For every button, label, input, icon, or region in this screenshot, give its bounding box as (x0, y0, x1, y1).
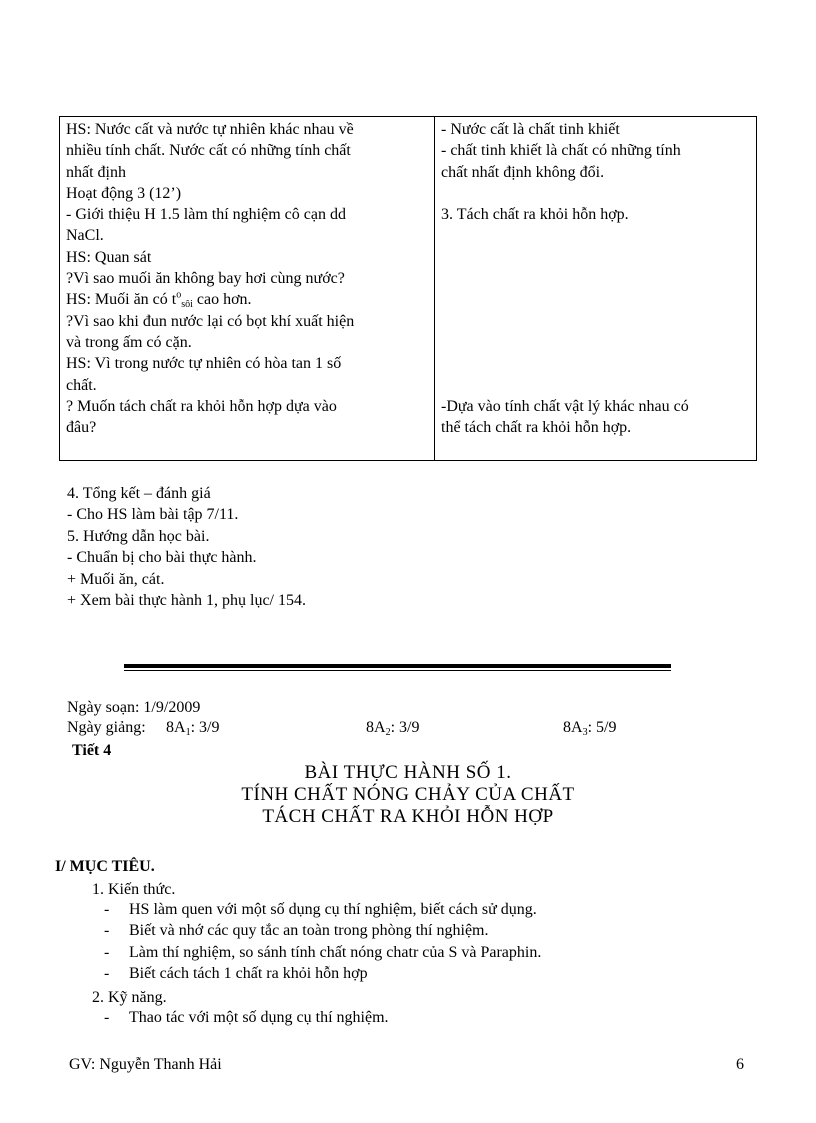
summary-line: - Cho HS làm bài tập 7/11. (67, 506, 239, 524)
summary-line: + Xem bài thực hành 1, phụ lục/ 154. (67, 592, 306, 610)
objective-item: Thao tác với một số dụng cụ thí nghiệm. (129, 1009, 389, 1026)
lesson-titles (0, 762, 816, 828)
ngay-giang-label: Ngày giảng: (67, 719, 146, 736)
lesson-title-3: TÁCH CHẤT RA KHỎI HỖN HỢP (262, 806, 554, 827)
table-line: - chất tinh khiết là chất có những tính (441, 142, 681, 160)
table-line: 3. Tách chất ra khỏi hỗn hợp. (441, 206, 629, 224)
objectives-section-2: 2. Kỹ năng. (92, 989, 167, 1006)
summary-line: 5. Hướng dẫn học bài. (67, 527, 210, 545)
summary-section (67, 483, 306, 611)
class-date-2: $8A_2$: 3/9 (366, 719, 420, 738)
bullet: - (104, 965, 110, 982)
table-line: HS: Vì trong nước tự nhiên có hòa tan 1 số (66, 355, 342, 373)
bullet: - (104, 922, 110, 939)
objectives-heading: I/ MỤC TIÊU. (55, 858, 155, 875)
table-line-temperature: HS: Muối ăn có $t^o_{sôi}$ cao hơn. (66, 290, 252, 311)
table-line: chất nhất định không đổi. (441, 163, 605, 181)
lesson-number: Tiết 4 (72, 742, 112, 759)
table-line: -Dựa vào tính chất vật lý khác nhau có (441, 397, 689, 415)
class-date-3: $8A_3$: 5/9 (563, 719, 617, 738)
ngay-soan: Ngày soạn: 1/9/2009 (67, 699, 201, 716)
lesson-table (59, 116, 757, 461)
objective-item: Biết cách tách 1 chất ra khỏi hỗn hợp (129, 965, 368, 982)
table-line: nhiều tính chất. Nước cất có những tính chất (66, 142, 351, 160)
teacher-name: GV: Nguyễn Thanh Hải (69, 1056, 222, 1073)
table-line: - Nước cất là chất tinh khiết (441, 121, 620, 138)
objective-item: HS làm quen với một số dụng cụ thí nghiệm, biết cách sử dụng. (129, 901, 537, 918)
table-line: ?Vì sao muối ăn không bay hơi cùng nước? (66, 270, 345, 288)
objectives-section-1: 1. Kiến thức. (92, 881, 176, 898)
table-col-content (435, 117, 756, 460)
summary-line: 4. Tổng kết – đánh giá (67, 485, 211, 502)
lesson-title-2: TÍNH CHẤT NÓNG CHẢY CỦA CHẤT (241, 784, 575, 805)
table-line: chất. (66, 376, 97, 394)
table-line: - Giới thiệu H 1.5 làm thí nghiệm cô cạn dd (66, 206, 346, 224)
table-line: nhất định (66, 163, 126, 181)
lesson-title-1: BÀI THỰC HÀNH SỐ 1. (304, 762, 512, 783)
objective-item: Làm thí nghiệm, so sánh tính chất nóng chatr của S và Paraphin. (129, 944, 542, 961)
table-line: và trong ấm có cặn. (66, 333, 192, 351)
table-line: Hoạt động 3 (12’) (66, 184, 182, 202)
summary-line: - Chuẩn bị cho bài thực hành. (67, 549, 257, 567)
table-line: HS: Nước cất và nước tự nhiên khác nhau về (66, 121, 354, 138)
bullet: - (104, 1009, 110, 1026)
summary-line: + Muối ăn, cát. (67, 570, 165, 588)
table-col-teacher-student (60, 117, 435, 460)
objective-item: Biết và nhớ các quy tắc an toàn trong phòng thí nghiệm. (129, 922, 489, 939)
table-line: ?Vì sao khi đun nước lại có bọt khí xuất hiện (66, 312, 355, 330)
table-line: NaCl. (66, 227, 104, 245)
class-date-1: $8A_1$: 3/9 (166, 719, 220, 738)
bullet: - (104, 944, 110, 961)
table-line: đâu? (66, 419, 97, 437)
bullet: - (104, 901, 110, 918)
table-line: thể tách chất ra khỏi hỗn hợp. (441, 419, 632, 437)
section-divider (124, 664, 671, 671)
table-line: HS: Quan sát (66, 248, 152, 266)
page-number: 6 (736, 1056, 744, 1073)
table-line: ? Muốn tách chất ra khỏi hỗn hợp dựa vào (66, 397, 337, 415)
